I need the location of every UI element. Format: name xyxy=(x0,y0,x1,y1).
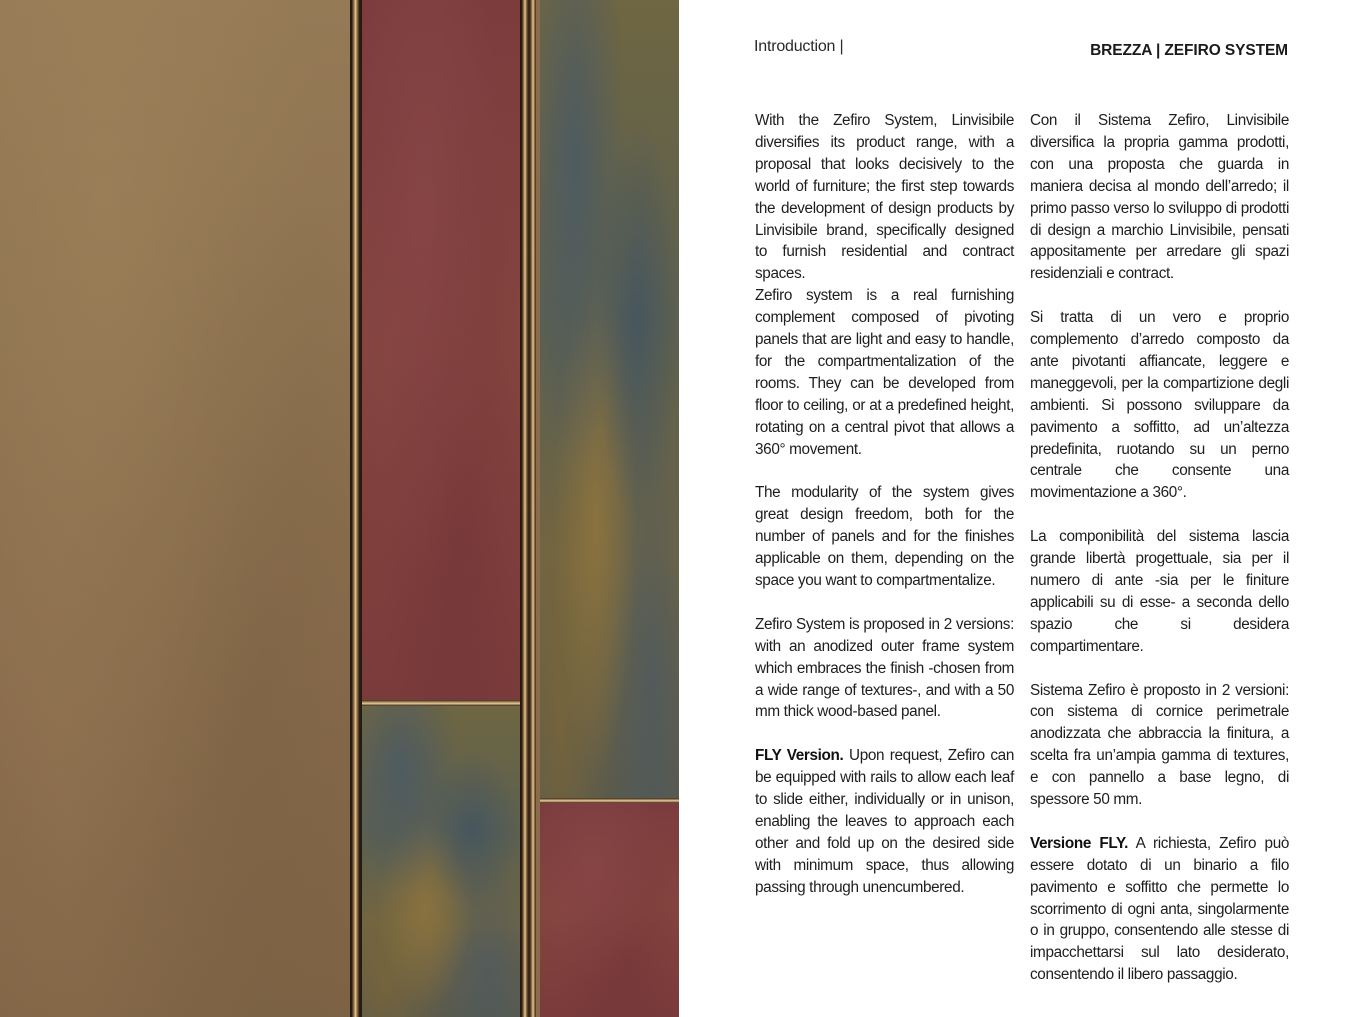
paragraph: The modularity of the system gives great design freedom, both for the number of panels and for the finishes applicable on them, depending on the space you want to compartmentalize. xyxy=(755,484,1014,590)
red-textured-panel xyxy=(362,0,520,702)
section-label: Introduction | xyxy=(754,38,844,55)
paragraph: Si tratta di un vero e proprio complemento d’arredo composto da ante pivotanti affiancate, leggere e maneggevoli, per la compartizione degli ambienti. Si possono sviluppare da pavimento a soffitto, ad un’altezza predefinita, ruotando su un perno centrale che consente una movimentazione a 360°. xyxy=(1030,309,1289,502)
gold-textured-panel xyxy=(0,0,350,1017)
page-title: BREZZA | ZEFIRO SYSTEM xyxy=(1090,42,1288,59)
paragraph: Zefiro system is a real furnishing complement composed of pivoting panels that are light and easy to handle, for the compartmentalization of the rooms. They can be developed from floor to ceiling, or at a predefined height, rotating on a central pivot that allows a 360° movement. xyxy=(755,287,1014,458)
paragraph-text: A richiesta, Zefiro può essere dotato di un binario a filo pavimento e soffitto che permette lo scorrimento di ogni anta, singolarmente o in gruppo, consentendo alle stesse di impacchettarsi sul lato desiderato, consentendo il libero passaggio. xyxy=(1030,834,1290,984)
paragraph: Zefiro System is proposed in 2 versions: with an anodized outer frame system which embraces the finish -chosen from a wide range of textures-, and with a 50 mm thick wood-based panel. xyxy=(755,615,1014,721)
paragraph-text: Upon request, Zefiro can be equipped with rails to allow each leaf to slide either, individually or in unison, enabling the leaves to approach each other and fold up on the desired side with minimum space, thus allowing passing through unencumbered. xyxy=(755,747,1014,896)
patina-textured-panel xyxy=(540,0,679,800)
brass-frame-edge xyxy=(352,0,359,1017)
english-column xyxy=(755,110,1014,899)
paragraph: With the Zefiro System, Linvisibile diversifies its product range, with a proposal that looks decisively to the world of furniture; the first step towards the development of design products by Linvisibile brand, specifically designed to furnish residential and contract spaces. xyxy=(755,112,1014,283)
italian-column xyxy=(1030,110,1289,986)
paragraph xyxy=(755,745,1014,898)
paragraph: Con il Sistema Zefiro, Linvisibile diversifica la propria gamma prodotti, con una proposta che guarda in maniera decisa al mondo dell’arredo; il primo passo verso lo sviluppo di prodotti di design a marchio Linvisibile, pensati appositamente per arredare gli spazi residenziali e contract. xyxy=(1030,112,1289,283)
fly-version-heading: Versione FLY. xyxy=(1030,834,1129,852)
brass-frame-edge xyxy=(530,0,536,1017)
patina-textured-panel xyxy=(362,706,520,1017)
paragraph: La componibilità del sistema lascia grande libertà progettuale, sia per il numero di ante -sia per le finiture applicabili su di esse- a seconda dello spazio che si desidera compartimentare. xyxy=(1030,528,1289,655)
red-textured-panel xyxy=(540,803,679,1017)
brass-frame-edge xyxy=(522,0,528,1017)
paragraph xyxy=(1030,833,1289,986)
fly-version-heading: FLY Version. xyxy=(755,747,844,765)
paragraph: Sistema Zefiro è proposto in 2 versioni: con sistema di cornice perimetrale anodizzata che abbraccia la finitura, a scelta fra un’ampia gamma di textures, e con pannello a base legno, di spessore 50 mm. xyxy=(1030,681,1289,809)
